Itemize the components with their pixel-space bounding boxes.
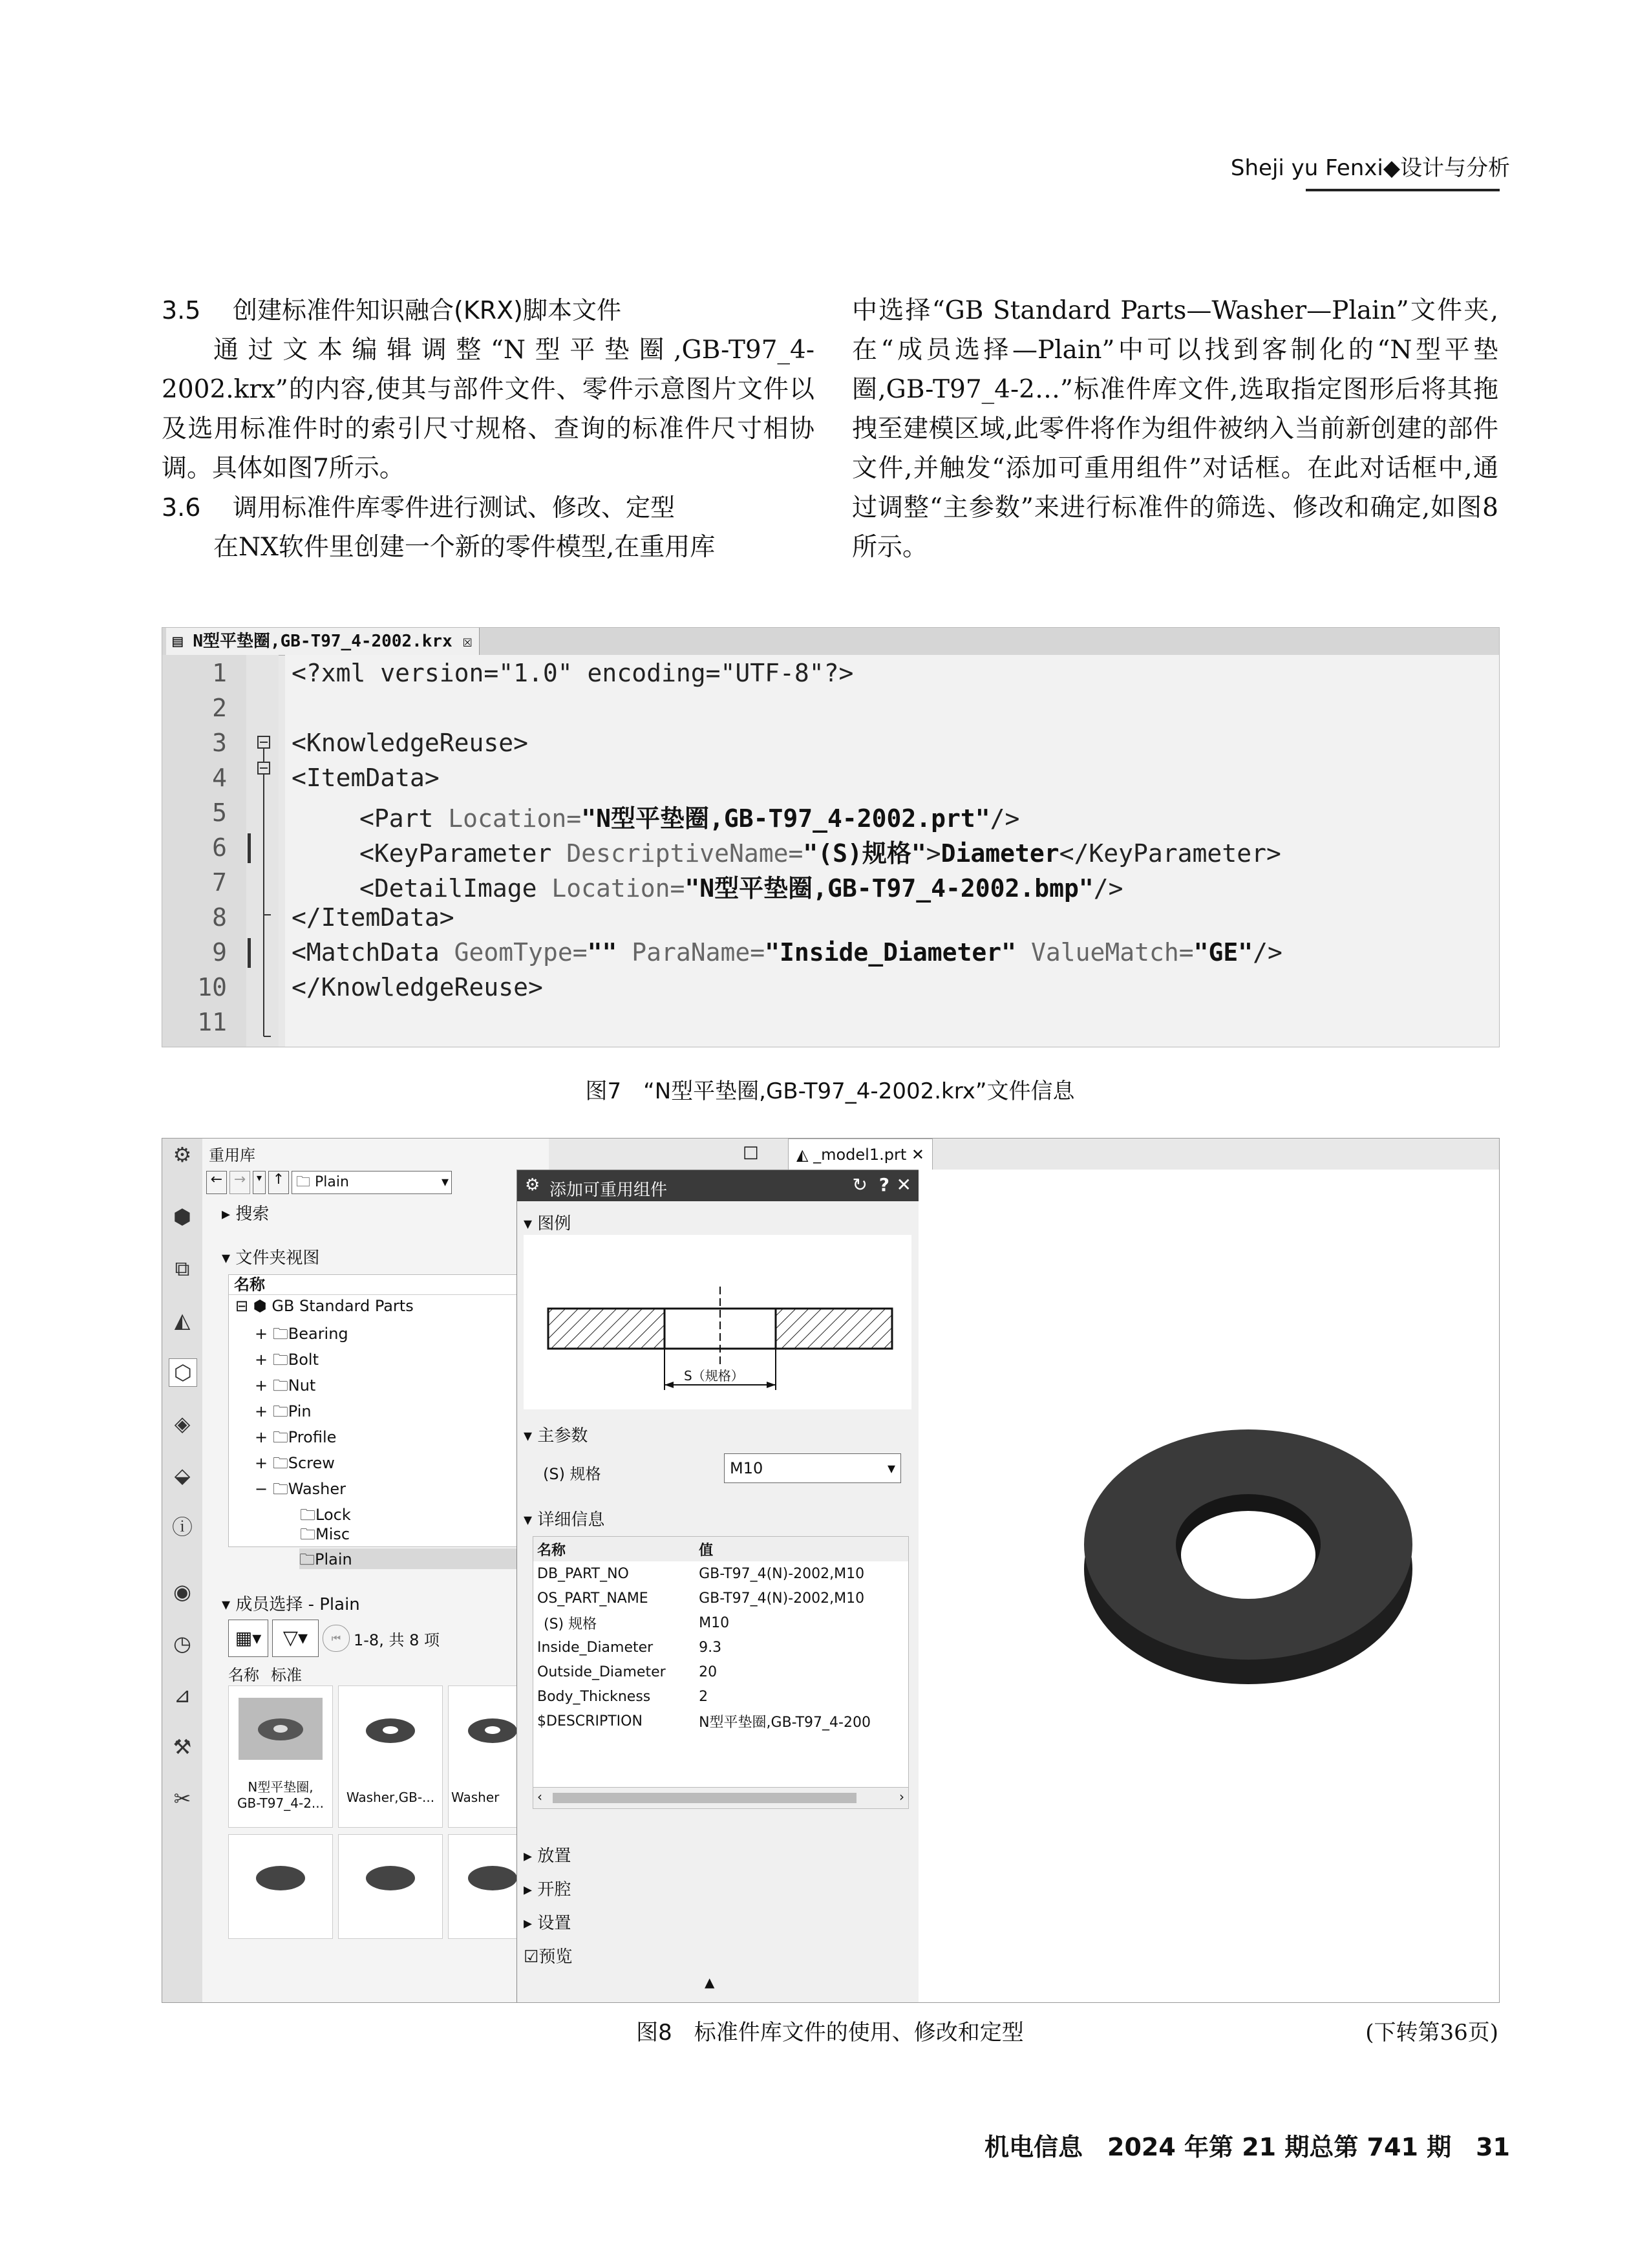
- tree-label: Misc: [315, 1525, 350, 1543]
- up-icon[interactable]: ↑: [268, 1171, 289, 1194]
- tree-item-lock[interactable]: 🗀Lock: [300, 1506, 351, 1524]
- cell-value: 20: [699, 1664, 718, 1680]
- tab-standard[interactable]: 标准: [271, 1666, 302, 1684]
- cell-value: GB-T97_4(N)-2002,M10: [699, 1565, 865, 1582]
- tree-label: Nut: [288, 1376, 316, 1395]
- left-column: [162, 291, 814, 567]
- main-param-section[interactable]: [524, 1422, 588, 1446]
- roles-icon[interactable]: ⊿: [173, 1683, 191, 1707]
- tree-label: Profile: [288, 1428, 337, 1446]
- washer-3d-model: [919, 1170, 1499, 2002]
- cell-name: Inside_Diameter: [537, 1639, 654, 1656]
- tab-label: _model1.prt: [813, 1146, 907, 1164]
- tag: <KeyParameter: [359, 839, 567, 868]
- attr: ParaName=: [632, 938, 765, 967]
- section-label: 放置: [537, 1846, 571, 1866]
- member-thumb-4[interactable]: [228, 1834, 333, 1939]
- table-row[interactable]: [533, 1660, 908, 1684]
- dialog-titlebar: [517, 1170, 919, 1201]
- line-number: 11: [197, 1008, 227, 1036]
- legend-section[interactable]: [524, 1210, 571, 1234]
- view-mode-icon[interactable]: ▦▾: [228, 1620, 268, 1657]
- details-table: [533, 1536, 909, 1809]
- cell-name: OS_PART_NAME: [537, 1590, 648, 1607]
- reuse-library-panel: [202, 1139, 549, 2002]
- line-number: 8: [212, 903, 227, 932]
- cell-name: $DESCRIPTION: [537, 1713, 643, 1729]
- table-row[interactable]: [533, 1561, 908, 1586]
- details-grid: [533, 1537, 908, 1733]
- close-icon[interactable]: ☒: [452, 632, 473, 651]
- hd3d-icon[interactable]: ◈: [174, 1411, 191, 1436]
- section-label: 设置: [537, 1914, 571, 1933]
- tree-label: Lock: [315, 1506, 351, 1524]
- section-label: 图例: [537, 1214, 571, 1234]
- fold-markers: [246, 655, 279, 1047]
- tree-item-screw[interactable]: + 🗀Screw: [255, 1454, 335, 1472]
- nav-toolbar: [206, 1171, 452, 1194]
- attr: DescriptiveName=: [566, 839, 803, 868]
- search-section[interactable]: [222, 1201, 269, 1225]
- section-3-5-heading: [162, 291, 814, 330]
- attr: ValueMatch=: [1016, 938, 1194, 967]
- washer-thumbnail: [366, 1718, 415, 1743]
- tree-label: Screw: [288, 1454, 335, 1472]
- cell-value: GB-T97_4(N)-2002,M10: [699, 1590, 865, 1607]
- add-reusable-component-dialog: [516, 1170, 920, 2003]
- line-number: 3: [212, 729, 227, 757]
- section-label: 开腔: [537, 1880, 571, 1899]
- cell-name: Outside_Diameter: [537, 1664, 666, 1680]
- code-line-8: [292, 903, 454, 932]
- page-footer: 机电信息 2024 年第 21 期总第 741 期 31: [984, 2133, 1510, 2161]
- cell-name: DB_PART_NO: [537, 1565, 629, 1582]
- section-label: 成员选择 - Plain: [235, 1595, 360, 1614]
- attr: Location=: [551, 874, 685, 903]
- chevron-down-icon: ▾: [222, 1248, 236, 1268]
- tag: <KnowledgeReuse>: [292, 729, 529, 757]
- cavity-section[interactable]: [524, 1876, 571, 1900]
- tree-label: GB Standard Parts: [271, 1297, 414, 1315]
- attr-value: "N型平垫圈,GB-T97_4-2002.prt": [581, 804, 990, 833]
- attr: Location=: [448, 804, 582, 833]
- table-row[interactable]: [533, 1635, 908, 1660]
- line-number: 7: [212, 868, 227, 897]
- chevron-down-icon: ▾: [524, 1426, 538, 1446]
- filter-icon[interactable]: ▽▾: [272, 1620, 319, 1657]
- figure-8-nx-ui: [162, 1138, 1500, 2003]
- preview-checkbox[interactable]: [524, 1943, 572, 1967]
- figure-8-caption: 图8 标准件库文件的使用、修改和定型: [636, 2020, 1024, 2046]
- tree-label: Plain: [315, 1550, 352, 1568]
- tag: <ItemData>: [292, 764, 440, 792]
- editor-tab-bar: [162, 628, 1499, 656]
- member-tabs: [228, 1662, 302, 1685]
- continued-note: (下转第36页): [1365, 2020, 1498, 2046]
- tree-label: Pin: [288, 1402, 312, 1420]
- washer-thumbnail: [239, 1698, 323, 1760]
- reset-icon[interactable]: ↻: [852, 1174, 867, 1195]
- code-line-6: [359, 833, 1281, 869]
- col-header: 名称: [537, 1542, 566, 1559]
- tag: />: [1253, 938, 1282, 967]
- section-title: 调用标准件库零件进行测试、修改、定型: [233, 493, 676, 522]
- web-browser-icon[interactable]: ⬙: [174, 1463, 191, 1488]
- code-line-3: [292, 729, 528, 757]
- chevron-down-icon: ▾: [887, 1459, 895, 1477]
- member-toolbar: [228, 1620, 440, 1657]
- graphics-viewport[interactable]: [919, 1170, 1499, 2002]
- col-header: 值: [699, 1542, 714, 1559]
- folder-icon: 🗀: [296, 1174, 315, 1190]
- document-tab-bar: [549, 1139, 1499, 1170]
- line-number: 2: [212, 694, 227, 722]
- scroll-right-icon[interactable]: ›: [899, 1789, 904, 1804]
- tag: </ItemData>: [292, 903, 454, 932]
- chevron-down-icon: ▾: [524, 1510, 538, 1530]
- thumb-label: Washer: [451, 1790, 500, 1805]
- cell-name: (S) 规格: [544, 1616, 597, 1632]
- line-number: 5: [212, 798, 227, 827]
- tag: <Part: [359, 804, 449, 833]
- tree-label: Washer: [288, 1480, 346, 1498]
- element-text: Diameter: [941, 839, 1059, 868]
- line-number: 10: [197, 973, 227, 1001]
- table-row[interactable]: [533, 1610, 908, 1635]
- scroll-left-icon[interactable]: ‹: [537, 1789, 542, 1804]
- thumb-label: N型平垫圈, GB-T97_4-2...: [237, 1779, 324, 1811]
- header-rule: [1306, 189, 1500, 191]
- first-page-icon[interactable]: ⏮: [323, 1625, 350, 1652]
- horizontal-scrollbar[interactable]: [533, 1787, 908, 1808]
- panel-title: 重用库: [209, 1146, 255, 1164]
- path-value: Plain: [315, 1174, 349, 1190]
- code-line-1: [292, 659, 853, 687]
- gear-icon[interactable]: ⚙: [173, 1142, 192, 1167]
- tree-item-profile[interactable]: + 🗀Profile: [255, 1428, 337, 1446]
- member-thumb-2[interactable]: [338, 1685, 443, 1828]
- tab-name[interactable]: 名称: [228, 1666, 259, 1684]
- tree-item-nut[interactable]: + 🗀Nut: [255, 1376, 316, 1395]
- section-label: 详细信息: [537, 1510, 605, 1530]
- file-icon: ▤: [173, 632, 193, 651]
- section-number: 3.6: [162, 493, 201, 522]
- cell-value: 2: [699, 1688, 708, 1705]
- code-line-9: [292, 938, 1282, 967]
- section-label: 主参数: [537, 1426, 588, 1446]
- dimension-label: S（规格）: [681, 1365, 747, 1384]
- system-icon[interactable]: ✂: [173, 1786, 191, 1811]
- param-label: (S) 规格: [543, 1465, 601, 1483]
- placement-section[interactable]: [524, 1843, 571, 1867]
- tag: <DetailImage: [359, 874, 552, 903]
- tree-item-bearing[interactable]: + 🗀Bearing: [255, 1325, 348, 1343]
- figure-7-code-editor: [162, 627, 1500, 1047]
- thumb-label: Washer,GB-...: [346, 1790, 435, 1805]
- washer-thumbnail: [468, 1718, 517, 1743]
- member-thumb-1[interactable]: [228, 1685, 333, 1828]
- folder-tree: [228, 1274, 546, 1547]
- cell-name: Body_Thickness: [537, 1688, 651, 1705]
- chevron-down-icon: ▾: [524, 1214, 538, 1234]
- part-navigator-icon[interactable]: ⬢: [173, 1204, 191, 1229]
- chevron-down-icon: ▾: [441, 1174, 449, 1190]
- back-icon[interactable]: ←: [206, 1171, 227, 1194]
- gear-icon[interactable]: ⚙: [525, 1175, 540, 1195]
- section-label: 文件夹视图: [235, 1248, 320, 1268]
- member-count: 1-8, 共 8 项: [354, 1631, 440, 1649]
- attr-value: "Inside_Diameter": [765, 938, 1017, 967]
- chevron-right-icon: ▸: [524, 1880, 538, 1899]
- tag: >: [926, 839, 941, 868]
- code-line-5: [359, 798, 1019, 834]
- tree-item-bolt[interactable]: + 🗀Bolt: [255, 1351, 319, 1369]
- tree-item-plain[interactable]: 🗀Plain: [299, 1548, 545, 1569]
- info-icon[interactable]: ⓘ: [171, 1515, 193, 1539]
- history-icon[interactable]: ◷: [173, 1631, 191, 1656]
- code-line-4: [292, 764, 440, 792]
- settings-section[interactable]: [524, 1910, 571, 1934]
- line-number: 6: [212, 833, 227, 862]
- window-restore-icon[interactable]: □: [743, 1142, 759, 1162]
- dialog-title: 添加可重用组件: [549, 1181, 668, 1200]
- member-thumb-5[interactable]: [338, 1834, 443, 1939]
- close-icon[interactable]: ✕: [906, 1146, 924, 1164]
- process-studio-icon[interactable]: ◉: [173, 1579, 191, 1604]
- editor-tab-label: N型平垫圈,GB-T97_4-2002.krx: [193, 632, 452, 651]
- cell-value: N型平垫圈,GB-T97_4-200: [699, 1714, 871, 1731]
- xml-declaration: <?xml version="1.0" encoding="UTF-8"?>: [292, 659, 854, 687]
- tree-label: Bearing: [288, 1325, 348, 1343]
- code-line-7: [359, 868, 1123, 904]
- line-number: 9: [212, 938, 227, 967]
- fold-margin: [246, 655, 279, 1047]
- part-icon: ◭: [796, 1146, 814, 1164]
- legend-drawing: [524, 1235, 911, 1409]
- section-title: 创建标准件知识融合(KRX)脚本文件: [233, 296, 622, 325]
- tab-model1[interactable]: [788, 1139, 933, 1171]
- attr-value: "GE": [1193, 938, 1253, 967]
- tree-label: Bolt: [288, 1351, 319, 1369]
- running-head: Sheji yu Fenxi◆设计与分析: [1230, 155, 1510, 181]
- attr-value: "N型平垫圈,GB-T97_4-2002.bmp": [685, 874, 1094, 903]
- tree-item-gb-standard-parts[interactable]: ⊟ ⬢ GB Standard Parts: [235, 1297, 414, 1315]
- assembly-navigator-icon[interactable]: ⧉: [175, 1256, 190, 1281]
- member-select-section[interactable]: [222, 1591, 360, 1615]
- tree-item-pin[interactable]: + 🗀Pin: [255, 1402, 312, 1420]
- attr-value: "": [587, 938, 632, 967]
- tag: </KnowledgeReuse>: [292, 973, 543, 1001]
- section-number: 3.5: [162, 296, 201, 325]
- tools-icon[interactable]: ⚒: [173, 1735, 192, 1759]
- constraint-navigator-icon[interactable]: ◭: [174, 1308, 191, 1332]
- tree-item-misc[interactable]: 🗀Misc: [300, 1525, 350, 1543]
- right-column: [852, 291, 1498, 567]
- section-3-6-heading: [162, 488, 814, 528]
- tag: <MatchData: [292, 938, 454, 967]
- tree-header: 名称: [229, 1275, 546, 1295]
- paragraph-nx-cont: 中选择“GB Standard Parts—Washer—Plain”文件夹,在“成员选择—Plain”中可以找到客制化的“N型平垫圈,GB-T97_4-2…”标准件库文件,选取指定图形后将其拖拽至建模区域,此零件将作为组件被纳入当前新创建的部件文件,并触发“添加可重用组件”对话框。在此对话框中,通过调整“主参数”来进行标准件的筛选、修改和确定,如图8所示。: [852, 296, 1498, 562]
- reuse-library-icon[interactable]: ⬡: [169, 1358, 197, 1387]
- figure-7-caption: 图7 “N型平垫圈,GB-T97_4-2002.krx”文件信息: [585, 1078, 1075, 1104]
- tree-item-washer[interactable]: − 🗀Washer: [255, 1480, 346, 1498]
- collapse-up-icon[interactable]: ▲: [705, 1974, 715, 1990]
- chevron-down-icon: ▾: [222, 1595, 236, 1614]
- editor-tab[interactable]: [166, 628, 480, 655]
- section-label: 搜索: [235, 1204, 270, 1224]
- chevron-right-icon: ▸: [524, 1914, 538, 1933]
- help-icon[interactable]: ?: [878, 1174, 889, 1195]
- path-select[interactable]: [292, 1171, 452, 1194]
- tag: />: [1093, 874, 1123, 903]
- resource-bar: [162, 1139, 203, 2002]
- attr-value: "(S)规格": [803, 839, 926, 868]
- attr: GeomType=: [454, 938, 588, 967]
- line-number: 4: [212, 764, 227, 792]
- checkbox-checked-icon[interactable]: ☑: [524, 1947, 539, 1967]
- scrollbar-thumb[interactable]: [553, 1793, 856, 1803]
- table-row[interactable]: [533, 1709, 908, 1733]
- chevron-right-icon: ▸: [524, 1846, 538, 1866]
- table-row[interactable]: [533, 1586, 908, 1610]
- paragraph-nx-start: 在NX软件里创建一个新的零件模型,在重用库: [213, 533, 716, 562]
- chevron-right-icon: ▸: [222, 1204, 236, 1224]
- code-line-10: [292, 973, 543, 1001]
- checkbox-label: 预览: [538, 1947, 573, 1967]
- cell-value: 9.3: [699, 1639, 722, 1656]
- line-number: 1: [212, 659, 227, 687]
- close-icon[interactable]: ✕: [896, 1174, 911, 1195]
- forward-icon[interactable]: →: [229, 1171, 250, 1194]
- details-section[interactable]: [524, 1506, 604, 1530]
- tag: />: [990, 804, 1020, 833]
- line-number-gutter: [162, 655, 246, 1047]
- size-select-value: M10: [730, 1459, 763, 1477]
- folder-view-section[interactable]: [222, 1245, 319, 1268]
- cell-value: M10: [699, 1614, 730, 1631]
- tag: </KeyParameter>: [1059, 839, 1281, 868]
- history-dropdown-icon[interactable]: ▾: [253, 1171, 266, 1194]
- code-area[interactable]: [285, 655, 1499, 1047]
- table-row[interactable]: [533, 1684, 908, 1709]
- paragraph-krx: 通过文本编辑调整“N型平垫圈,GB-T97_4-2002.krx”的内容,使其与部件文件、零件示意图片文件以及选用标准件时的索引尺寸规格、查询的标准件尺寸相协调。具体如图7所示。: [162, 336, 814, 483]
- size-select[interactable]: [724, 1453, 901, 1483]
